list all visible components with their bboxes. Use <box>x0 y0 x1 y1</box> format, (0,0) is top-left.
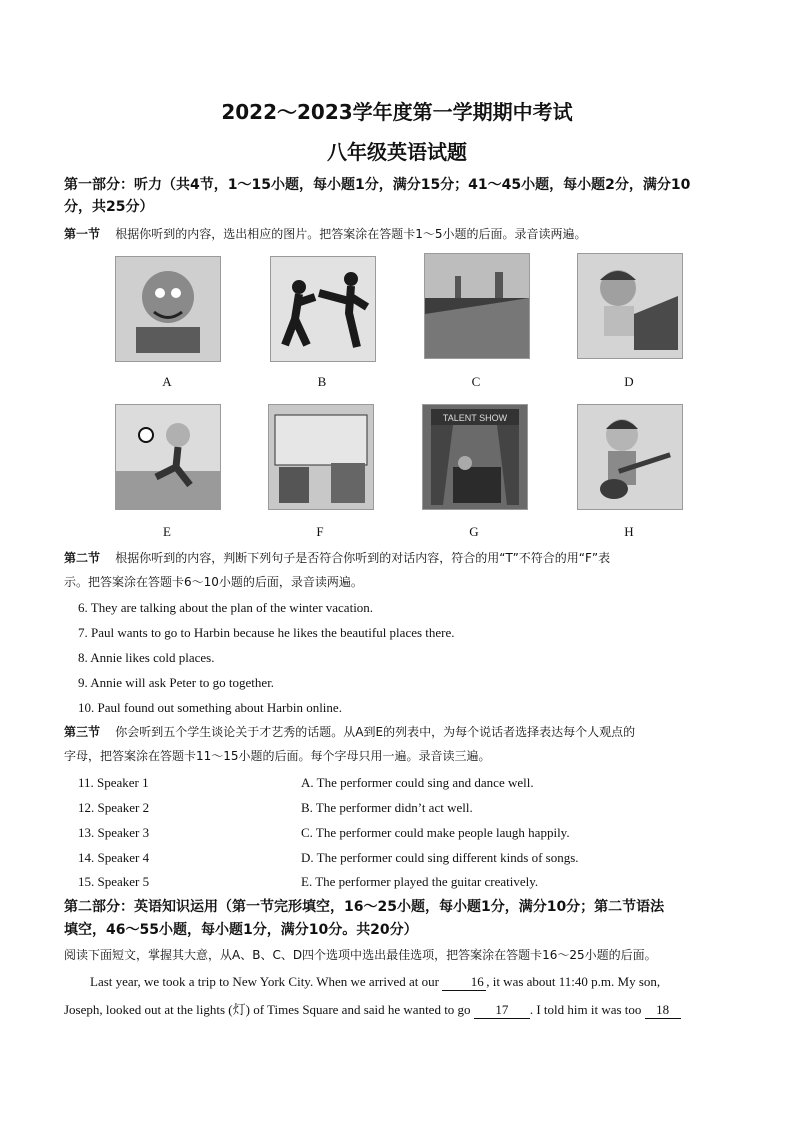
section1-text: 根据你听到的内容，选出相应的图片。把答案涂在答题卡1～5小题的后面。录音读两遍。 <box>115 227 587 241</box>
picture-b <box>270 256 376 362</box>
picture-label-d: D <box>624 374 634 389</box>
picture-label-f: F <box>316 524 324 539</box>
statement-7: 7. Paul wants to go to Harbin because he likes the beautiful places there. <box>78 625 455 640</box>
kung-fu-icon <box>271 257 375 361</box>
picture-h <box>577 404 683 510</box>
section2-lead: 第二节 <box>64 551 101 565</box>
passage-line2-text-a: Joseph, looked out at the lights (灯) of Times Square and said he wanted to go <box>64 1002 471 1017</box>
section1-instruction <box>64 222 734 246</box>
part2-instruction: 阅读下面短文，掌握其大意，从A、B、C、D四个选项中选出最佳选项，把答案涂在答题卡16～25小题的后面。 <box>64 948 657 962</box>
speaker-13: 13. Speaker 3 <box>78 825 150 840</box>
statement-9: 9. Annie will ask Peter to go together. <box>78 675 275 690</box>
section3-instruction-line1 <box>64 720 734 744</box>
picture-label-e: E <box>163 524 171 539</box>
svg-text:TALENT SHOW: TALENT SHOW <box>442 413 508 423</box>
passage-line1-text-b: , it was about 11:40 p.m. My son, <box>486 974 661 989</box>
boy-guitar-icon <box>578 405 682 509</box>
picture-g <box>422 404 528 510</box>
speaker-15: 15. Speaker 5 <box>78 874 150 889</box>
passage-line1 <box>64 974 734 991</box>
passage-line2-text-b: . I told him it was too <box>529 1002 642 1017</box>
part2-heading-line2: 填空，46～55小题，每小题1分，满分10分。共20分） <box>64 922 418 938</box>
passage-line1-text-a: Last year, we took a trip to New York City. When we arrived at our <box>90 974 439 989</box>
option-e: E. The performer played the guitar creatively. <box>301 874 539 889</box>
soccer-icon <box>116 405 220 509</box>
blank-17: 17 <box>474 1002 530 1019</box>
picture-f <box>268 404 374 510</box>
speaker-11: 11. Speaker 1 <box>78 775 149 790</box>
blank-16: 16 <box>442 974 486 991</box>
section3-text: 你会听到五个学生谈论关于才艺秀的话题。从A到E的列表中，为每个说话者选择表达每个人观点的 <box>115 725 636 739</box>
option-d: D. The performer could sing different kinds of songs. <box>301 850 579 865</box>
part2-heading-line1: 第二部分：英语知识运用（第一节完形填空，16～25小题，每小题1分，满分10分；第二节语法 <box>64 899 665 915</box>
picture-label-c: C <box>471 374 481 389</box>
option-b: B. The performer didn’t act well. <box>301 800 473 815</box>
speaker-12: 12. Speaker 2 <box>78 800 150 815</box>
speaker-14: 14. Speaker 4 <box>78 850 150 865</box>
picture-label-b: B <box>317 374 327 389</box>
picture-d <box>577 253 683 359</box>
section3-instruction-line2: 字母，把答案涂在答题卡11～15小题的后面。每个字母只用一遍。录音读三遍。 <box>64 749 491 763</box>
passage-line2 <box>64 999 734 1019</box>
part1-heading-line1: 第一部分：听力（共4节，1～15小题，每小题1分，满分15分；41～45小题，每小题2分，满分10 <box>64 177 691 193</box>
section3-lead: 第三节 <box>64 725 101 739</box>
section2-instruction-line2: 示。把答案涂在答题卡6～10小题的后面，录音读两遍。 <box>64 575 363 589</box>
picture-c <box>424 253 530 359</box>
section2-text: 根据你听到的内容，判断下列句子是否符合你听到的对话内容，符合的用“T”不符合的用“F”表 <box>115 551 611 565</box>
beach-icon <box>425 254 529 358</box>
statement-10: 10. Paul found out something about Harbin online. <box>78 700 342 715</box>
picture-label-g: G <box>469 524 479 539</box>
statement-6: 6. They are talking about the plan of the winter vacation. <box>78 600 374 615</box>
section2-instruction-line1 <box>64 546 734 570</box>
picture-label-a: A <box>162 374 172 389</box>
statement-8: 8. Annie likes cold places. <box>78 650 215 665</box>
talent-show-icon <box>423 405 527 509</box>
exam-subtitle: 八年级英语试题 <box>327 140 467 164</box>
blank-18: 18 <box>645 1002 681 1019</box>
picture-a <box>115 256 221 362</box>
room-scene-icon <box>269 405 373 509</box>
section1-lead: 第一节 <box>64 227 101 241</box>
part1-heading-line2: 分，共25分） <box>64 199 154 215</box>
option-a: A. The performer could sing and dance well. <box>301 775 534 790</box>
picture-label-h: H <box>624 524 634 539</box>
exam-title: 2022～2023学年度第一学期期中考试 <box>221 100 573 124</box>
picture-e <box>115 404 221 510</box>
cartoon-eating-icon <box>116 257 220 361</box>
option-c: C. The performer could make people laugh happily. <box>301 825 570 840</box>
boy-piano-icon <box>578 254 682 358</box>
